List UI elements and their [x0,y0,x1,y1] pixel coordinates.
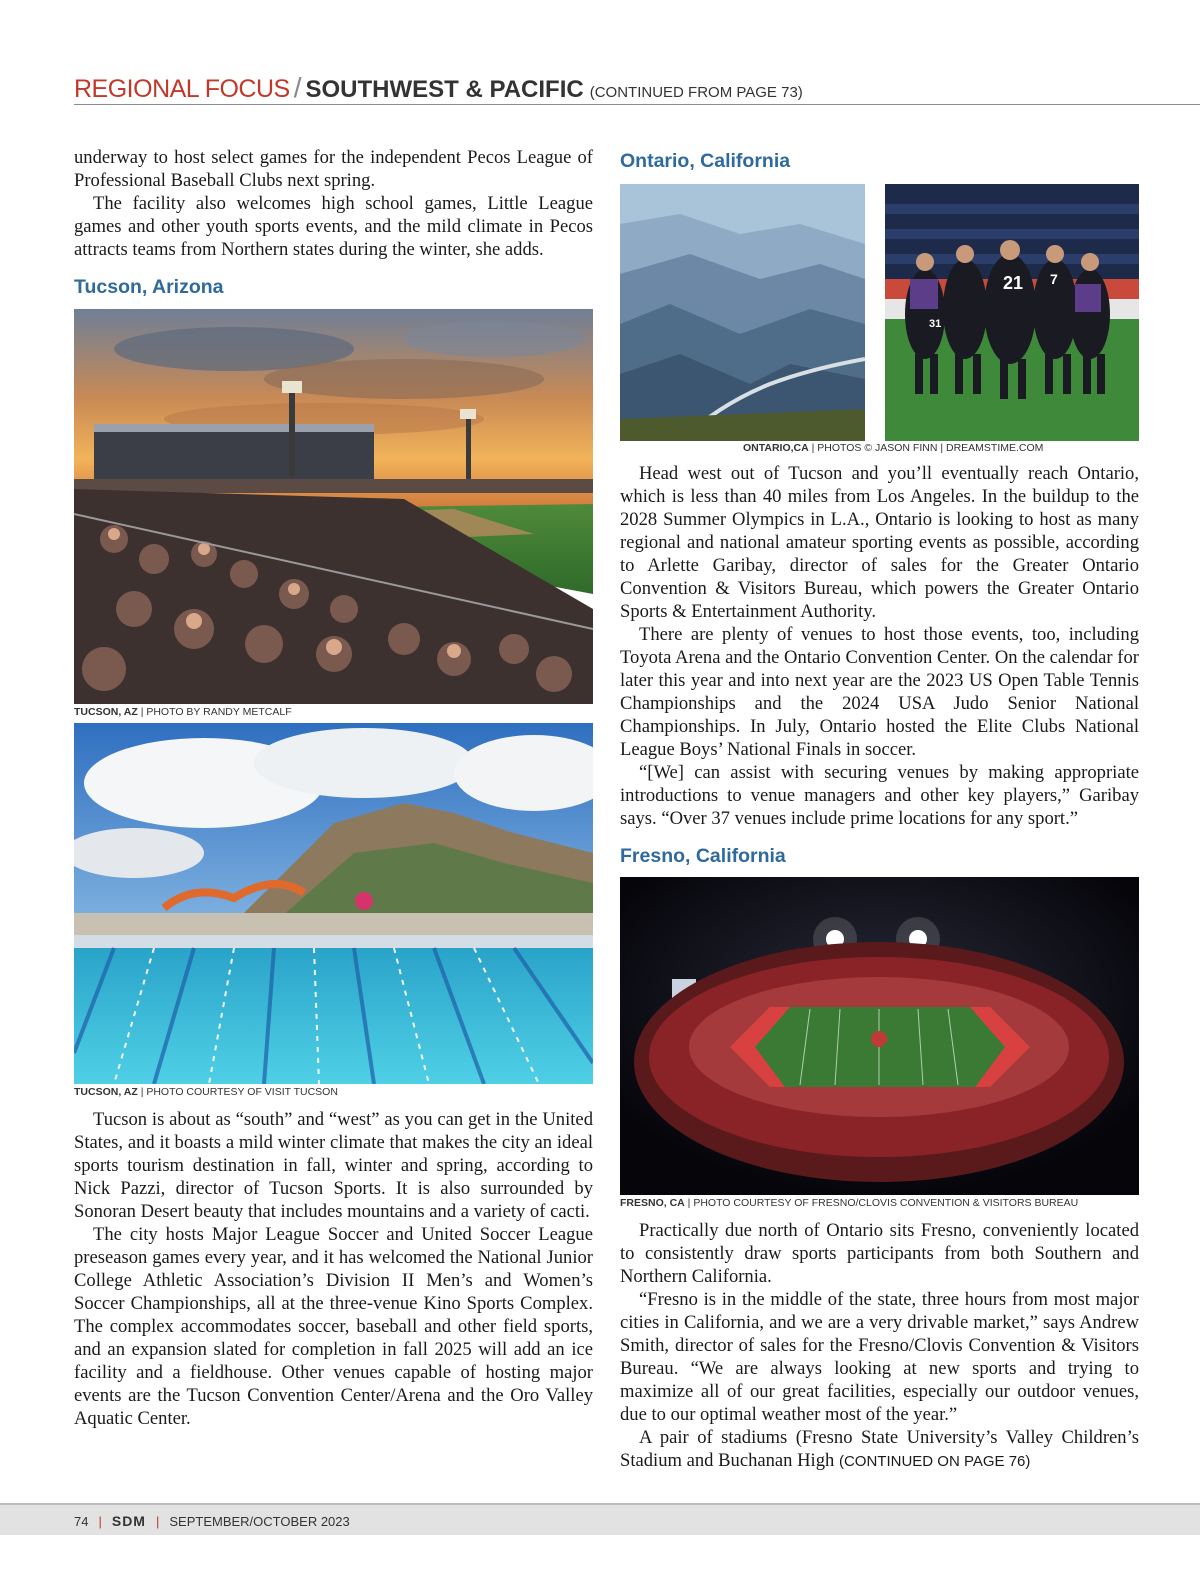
footer-separator: | [98,1514,102,1529]
page-header [74,72,1200,105]
header-slash: / [293,72,302,103]
magazine-brand: SDM [111,1513,146,1529]
caption-credit: | PHOTO COURTESY OF FRESNO/CLOVIS CONVENTION & VISITORS BUREAU [684,1197,1079,1209]
fresno-paragraph-2: “Fresno is in the middle of the state, three hours from most major cities in California, and we are a very drivable market,” says Andrew Smith, director of sales for the Fresno/Clovis Convention & Visitors Bureau. “We are always looking at new sports and trying to maximize all of our great facilities, especially our outdoor venues, due to our optimal weather most of the year.” [620,1289,1139,1425]
ontario-paragraph-3: “[We] can assist with securing venues by making appropriate introductions to venue managers and other key players,” Garibay says. “Over 37 venues include prime locations for any sport.” [620,762,1139,829]
jersey-number-7: 7 [1050,271,1058,287]
caption-place: TUCSON, AZ [74,706,138,718]
ontario-mountains-photo [620,184,865,441]
ontario-photo-pair [620,184,1139,442]
fresno-paragraph-1: Practically due north of Ontario sits Fresno, conveniently located to consistently draw sports participants from both Southern and Northern California. [620,1220,1139,1287]
continued-from: (CONTINUED FROM PAGE 73) [589,84,803,101]
fresno-heading: Fresno, California [620,845,786,867]
caption-fresno [620,1197,1139,1210]
caption-place: TUCSON, AZ [74,1086,138,1098]
ontario-paragraph-2: There are plenty of venues to host those events, too, including Toyota Arena and the Ontario Convention Center. On the calendar for later this year and into next year are the 2023 US Open Table Tennis Championships and the 2024 USA Judo Senior National Championships. In July, Ontario hosted the Elite Clubs National League Boys’ National Finals in soccer. [620,624,1139,760]
jersey-number-31: 31 [929,318,942,330]
section-label: REGIONAL FOCUS [74,75,290,103]
right-column [620,146,1139,1473]
page-footer [0,1503,1200,1535]
fresno-paragraph-3-text: A pair of stadiums (Fresno State University’s Valley Children’s Stadium and Buchanan High [620,1427,1139,1471]
footer-separator: | [155,1514,160,1529]
ontario-heading: Ontario, California [620,150,791,172]
ontario-team-photo [885,184,1139,441]
tucson-paragraph-1: Tucson is about as “south” and “west” as you can get in the United States, and it boasts a mild winter climate that makes the city an ideal sports tourism destination in fall, winter and spring, according to Nick Pazzi, director of Tucson Sports. It is also surrounded by Sonoran Desert beauty that includes mountains and a variety of cacti. [74,1109,593,1222]
tucson-heading: Tucson, Arizona [74,276,224,298]
caption-ontario [620,442,1139,455]
caption-credit: | PHOTO BY RANDY METCALF [137,706,292,718]
caption-place: FRESNO, CA [620,1197,685,1209]
intro-paragraph-2: The facility also welcomes high school games, Little League games and other youth sports events, and the mild climate in Pecos attracts teams from Northern states during the winter, she adds. [74,193,593,260]
tucson-stadium-photo [74,309,593,704]
caption-tucson-stadium [74,706,593,719]
region-title: SOUTHWEST & PACIFIC [305,76,584,103]
jersey-number-21: 21 [1003,273,1024,293]
issue-date: SEPTEMBER/OCTOBER 2023 [169,1514,350,1529]
tucson-paragraph-2: The city hosts Major League Soccer and United Soccer League preseason games every year, and it has welcomed the National Junior College Athletic Association’s Division II Men’s and Women’s Soccer Championships, all at the three-venue Kino Sports Complex. The complex accommodates soccer, baseball and other field sports, and an expansion slated for completion in fall 2025 will add an ice facility and a fieldhouse. Other venues capable of hosting major events are the Tucson Convention Center/Arena and the Oro Valley Aquatic Center. [74,1224,593,1429]
caption-credit: | PHOTO COURTESY OF VISIT TUCSON [137,1086,338,1098]
caption-tucson-pool [74,1086,593,1099]
page-number: 74 [74,1514,89,1529]
caption-credit: | PHOTOS © JASON FINN | DREAMSTIME.COM [808,442,1044,454]
tucson-pool-photo [74,723,593,1084]
left-column [74,146,593,1430]
fresno-stadium-photo [620,877,1139,1195]
caption-place: ONTARIO,CA [743,442,809,454]
continued-on: (CONTINUED ON PAGE 76) [838,1453,1031,1470]
fresno-paragraph-3 [620,1426,1139,1473]
ontario-paragraph-1: Head west out of Tucson and you’ll eventually reach Ontario, which is less than 40 miles from Los Angeles. In the buildup to the 2028 Summer Olympics in L.A., Ontario is looking to host as many regional and national amateur sporting events as possible, according to Arlette Garibay, director of sales for the Greater Ontario Convention & Visitors Bureau, which powers the Greater Ontario Sports & Entertainment Authority. [620,463,1139,622]
intro-paragraph-1: underway to host select games for the independent Pecos League of Professional Baseball Clubs next spring. [74,147,593,191]
